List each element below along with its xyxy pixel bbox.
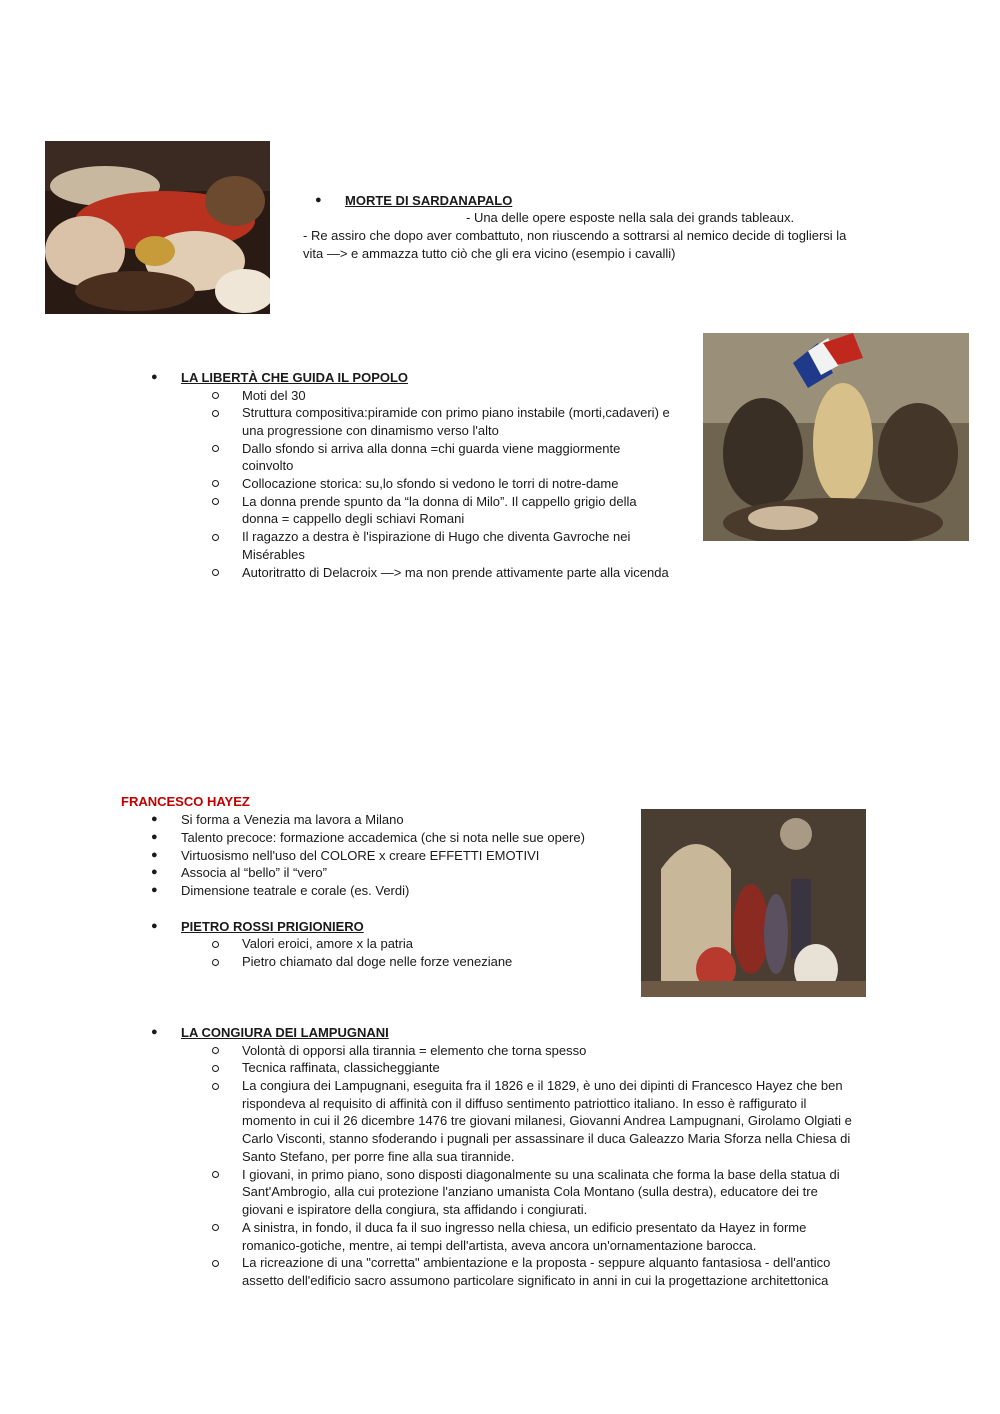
list-item: La congiura dei Lampugnani, eseguita fra il 1826 e il 1829, è uno dei dipinti di Francesco Hayez che ben [242,1078,843,1093]
text-line: - Una delle opere esposte nella sala dei grands tableaux. [466,210,795,225]
list-item: Pietro chiamato dal doge nelle forze veneziane [242,954,513,969]
list-item: Dimensione teatrale e corale (es. Verdi) [181,883,410,898]
bullet-dot: ● [151,849,158,861]
list-item: Associa al “bello” il “vero” [181,865,327,880]
list-item: Volontà di opporsi alla tirannia = elemento che torna spesso [242,1043,587,1058]
list-item: Si forma a Venezia ma lavora a Milano [181,812,404,827]
list-item: Struttura compositiva:piramide con primo piano instabile (morti,cadaveri) e [242,405,670,420]
list-item: La ricreazione di una "corretta" ambientazione e la proposta - seppure alquanto fantasiosa - dell'antico [242,1255,831,1270]
list-item-continued: momento in cui il 26 dicembre 1476 tre giovani milanesi, Giovanni Andrea Lampugnani, Girolamo Olgiati e [242,1113,852,1128]
painting-liberta-guida-il-popolo [703,333,969,541]
list-item: Virtuosismo nell'uso del COLORE x creare EFFETTI EMOTIVI [181,848,540,863]
list-item: Il ragazzo a destra è l'ispirazione di Hugo che diventa Gavroche nei [242,529,631,544]
list-item-continued: coinvolto [242,458,294,473]
list-item: Moti del 30 [242,388,306,403]
list-item-continued: Santo Stefano, per porre fine alla sua tirannide. [242,1149,515,1164]
text-line: vita —> e ammazza tutto ciò che gli era vicino (esempio i cavalli) [303,246,676,261]
circle-bullet [212,445,219,452]
circle-bullet [212,480,219,487]
bullet-dot: ● [151,1026,158,1038]
text-line: - Re assiro che dopo aver combattuto, non riuscendo a sottrarsi al nemico decide di togliersi la [303,228,847,243]
heading-congiura-dei-lampugnani: LA CONGIURA DEI LAMPUGNANI [181,1025,389,1040]
circle-bullet [212,534,219,541]
list-item: Talento precoce: formazione accademica (che si nota nelle sue opere) [181,830,585,845]
list-item-continued: Sant'Ambrogio, alla cui protezione l'anziano umanista Cola Montano (sulla destra), educatore dei tre [242,1184,818,1199]
circle-bullet [212,410,219,417]
author-heading-hayez: FRANCESCO HAYEZ [121,794,250,809]
heading-liberta-guida-il-popolo: LA LIBERTÀ CHE GUIDA IL POPOLO [181,370,409,385]
circle-bullet [212,959,219,966]
list-item: La donna prende spunto da “la donna di Milo”. Il cappello grigio della [242,494,637,509]
list-item-continued: donna = cappello degli schiavi Romani [242,511,465,526]
list-item: Dallo sfondo si arriva alla donna =chi guarda viene maggiormente [242,441,621,456]
bullet-dot: ● [151,884,158,896]
circle-bullet [212,1047,219,1054]
circle-bullet [212,392,219,399]
circle-bullet [212,1224,219,1231]
circle-bullet [212,941,219,948]
bullet-dot: ● [151,813,158,825]
bullet-dot: ● [315,194,322,206]
circle-bullet [212,569,219,576]
list-item: Valori eroici, amore x la patria [242,936,413,951]
list-item: A sinistra, in fondo, il duca fa il suo ingresso nella chiesa, un edificio presentato da Hayez in forme [242,1220,807,1235]
list-item-continued: assetto dell'edificio sacro assumono particolare significato in anni in cui la progettazione architettonica [242,1273,829,1288]
list-item-continued: una progressione con dinamismo verso l'alto [242,423,499,438]
list-item-continued: giovani e ispiratore della congiura, sta affidando i congiurati. [242,1202,588,1217]
heading-pietro-rossi-prigioniero: PIETRO ROSSI PRIGIONIERO [181,919,364,934]
heading-morte-di-sardanapalo: MORTE DI SARDANAPALO [345,193,513,208]
circle-bullet [212,1260,219,1267]
circle-bullet [212,498,219,505]
list-item-continued: Misérables [242,547,305,562]
list-item-continued: Carlo Visconti, stanno sfoderando i pugnali per assassinare il duca Galeazzo Maria Sforza nella Chiesa di [242,1131,851,1146]
bullet-dot: ● [151,831,158,843]
list-item: I giovani, in primo piano, sono disposti diagonalmente su una scalinata che forma la base della statua di [242,1167,840,1182]
list-item: Autoritratto di Delacroix —> ma non prende attivamente parte alla vicenda [242,565,669,580]
painting-pietro-rossi-prigioniero [641,809,866,997]
circle-bullet [212,1083,219,1090]
painting-morte-di-sardanapalo [45,141,270,314]
bullet-dot: ● [151,920,158,932]
list-item-continued: romanico-gotiche, mentre, ai tempi dell'artista, aveva ancora un'ornamentazione barocca. [242,1238,757,1253]
bullet-dot: ● [151,866,158,878]
circle-bullet [212,1171,219,1178]
bullet-dot: ● [151,371,158,383]
circle-bullet [212,1065,219,1072]
list-item: Tecnica raffinata, classicheggiante [242,1060,440,1075]
list-item: Collocazione storica: su,lo sfondo si vedono le torri di notre-dame [242,476,619,491]
list-item-continued: rispondeva al requisito di affinità con il diffuso sentimento patriottico italiano. In esso è raffigurato il [242,1096,807,1111]
